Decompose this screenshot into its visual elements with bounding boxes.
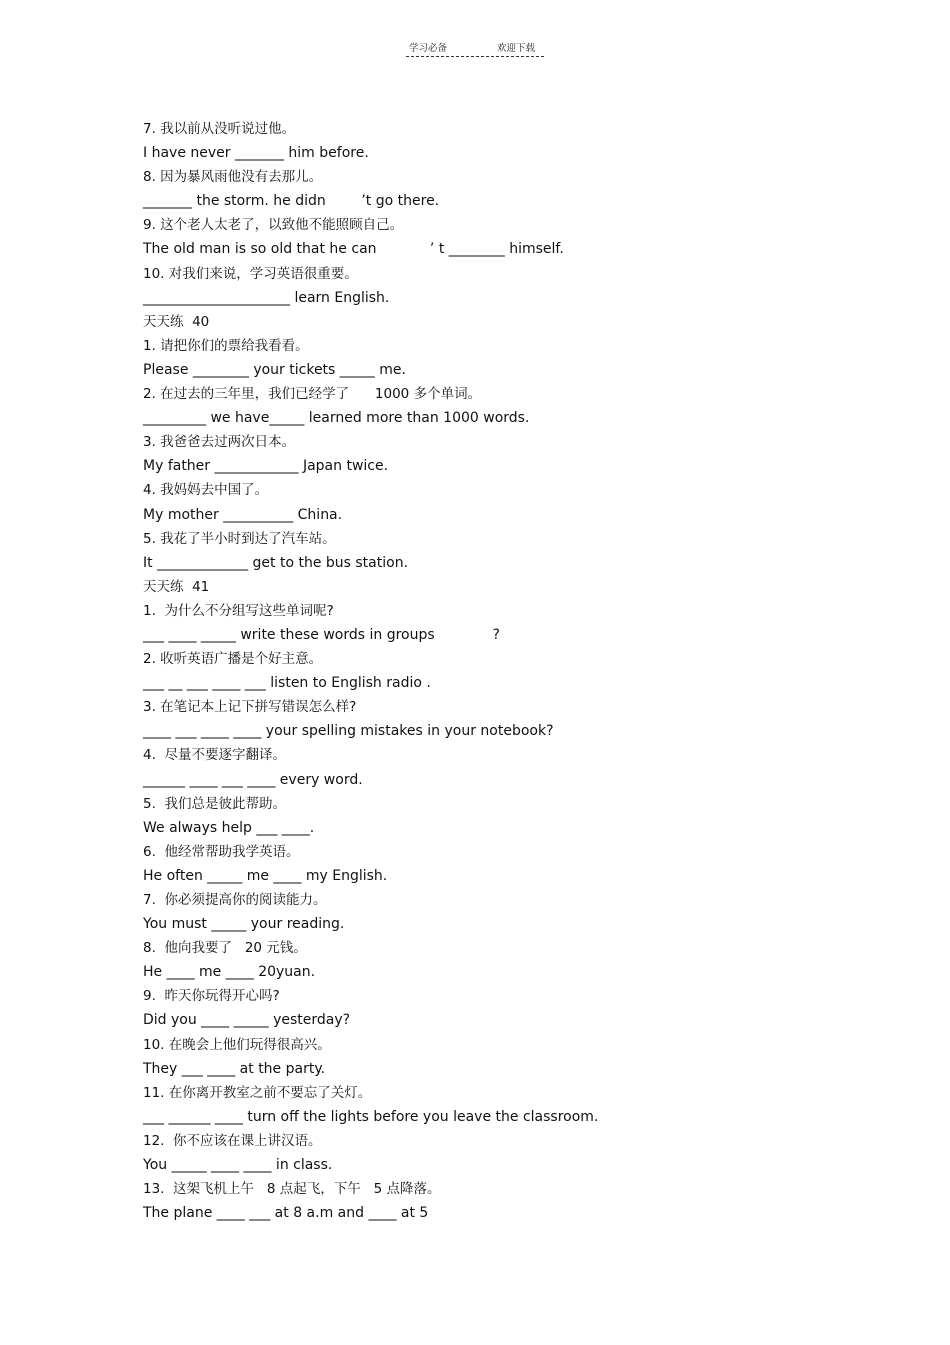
chinese-prompt-line: 7. 你必须提高你的阅读能力。 <box>143 892 327 908</box>
chinese-prompt-line: 天天练 41 <box>143 578 210 595</box>
english-answer-line: My father ____________ Japan twice. <box>143 458 389 475</box>
english-answer-line: _____________________ learn English. <box>143 289 390 306</box>
chinese-prompt-line: 10. 对我们来说，学习英语很重要。 <box>143 265 358 282</box>
english-answer-line: My mother __________ China. <box>143 506 343 523</box>
chinese-prompt-line: 9. 这个老人太老了，以致他不能照顾自己。 <box>143 217 404 234</box>
english-answer-line: It _____________ get to the bus station. <box>143 554 409 571</box>
chinese-prompt-line: 天天练 40 <box>143 313 210 330</box>
chinese-prompt-line: 8. 他向我要了 20 元钱。 <box>143 940 307 957</box>
english-answer-line: Did you ____ _____ yesterday? <box>143 1012 351 1029</box>
chinese-prompt-line: 6. 他经常帮助我学英语。 <box>143 843 300 860</box>
chinese-prompt-line: 7. 我以前从没听说过他。 <box>143 121 296 137</box>
english-answer-line: _________ we have_____ learned more than 1000 words. <box>143 410 530 427</box>
chinese-prompt-line: 13. 这架飞机上午 8 点起飞，下午 5 点降落。 <box>143 1181 441 1198</box>
exercise-content <box>143 119 863 1227</box>
english-answer-line: ___ __ ___ ____ ___ listen to English radio . <box>143 675 431 692</box>
chinese-prompt-line: 5. 我们总是彼此帮助。 <box>143 795 286 812</box>
english-answer-line: You _____ ____ ____ in class. <box>143 1157 333 1174</box>
english-answer-line: ___ ____ _____ write these words in groups ? <box>143 626 500 643</box>
english-answer-line: I have never _______ him before. <box>143 145 369 162</box>
chinese-prompt-line: 3. 在笔记本上记下拼写错误怎么样? <box>143 699 357 716</box>
chinese-prompt-line: 8. 因为暴风雨他没有去那儿。 <box>143 169 323 186</box>
english-answer-line: The plane ____ ___ at 8 a.m and ____ at 5 <box>143 1205 429 1222</box>
english-answer-line: ______ ____ ___ ____ every word. <box>143 771 363 788</box>
chinese-prompt-line: 5. 我花了半小时到达了汽车站。 <box>143 530 336 547</box>
chinese-prompt-line: 12. 你不应该在课上讲汉语。 <box>143 1132 322 1149</box>
chinese-prompt-line: 3. 我爸爸去过两次日本。 <box>143 434 296 451</box>
page-header <box>406 40 544 57</box>
chinese-prompt-line: 10. 在晚会上他们玩得很高兴。 <box>143 1036 331 1053</box>
english-answer-line: The old man is so old that he can ’ t ________ himself. <box>143 241 564 258</box>
chinese-prompt-line: 2. 在过去的三年里，我们已经学了 1000 多个单词。 <box>143 386 482 403</box>
header-right-text: 欢迎下载 <box>497 43 536 54</box>
english-answer-line: You must _____ your reading. <box>143 916 345 933</box>
english-answer-line: We always help ___ ____. <box>143 819 315 836</box>
chinese-prompt-line: 9. 昨天你玩得开心吗? <box>143 988 280 1005</box>
chinese-prompt-line: 4. 尽量不要逐字翻译。 <box>143 747 286 764</box>
english-answer-line: He ____ me ____ 20yuan. <box>143 964 316 981</box>
header-left-text: 学习必备 <box>409 43 448 54</box>
chinese-prompt-line: 4. 我妈妈去中国了。 <box>143 482 269 499</box>
english-answer-line: _______ the storm. he didn ’t go there. <box>143 193 440 210</box>
english-answer-line: ____ ___ ____ ____ your spelling mistakes in your notebook? <box>143 723 554 740</box>
english-answer-line: He often _____ me ____ my English. <box>143 867 388 884</box>
english-answer-line: They ___ ____ at the party. <box>143 1060 326 1077</box>
english-answer-line: Please ________ your tickets _____ me. <box>143 361 406 378</box>
chinese-prompt-line: 11. 在你离开教室之前不要忘了关灯。 <box>143 1084 372 1101</box>
chinese-prompt-line: 1. 为什么不分组写这些单词呢? <box>143 602 334 619</box>
english-answer-line: ___ ______ ____ turn off the lights before you leave the classroom. <box>143 1108 599 1125</box>
chinese-prompt-line: 2. 收听英语广播是个好主意。 <box>143 651 323 668</box>
chinese-prompt-line: 1. 请把你们的票给我看看。 <box>143 337 309 354</box>
